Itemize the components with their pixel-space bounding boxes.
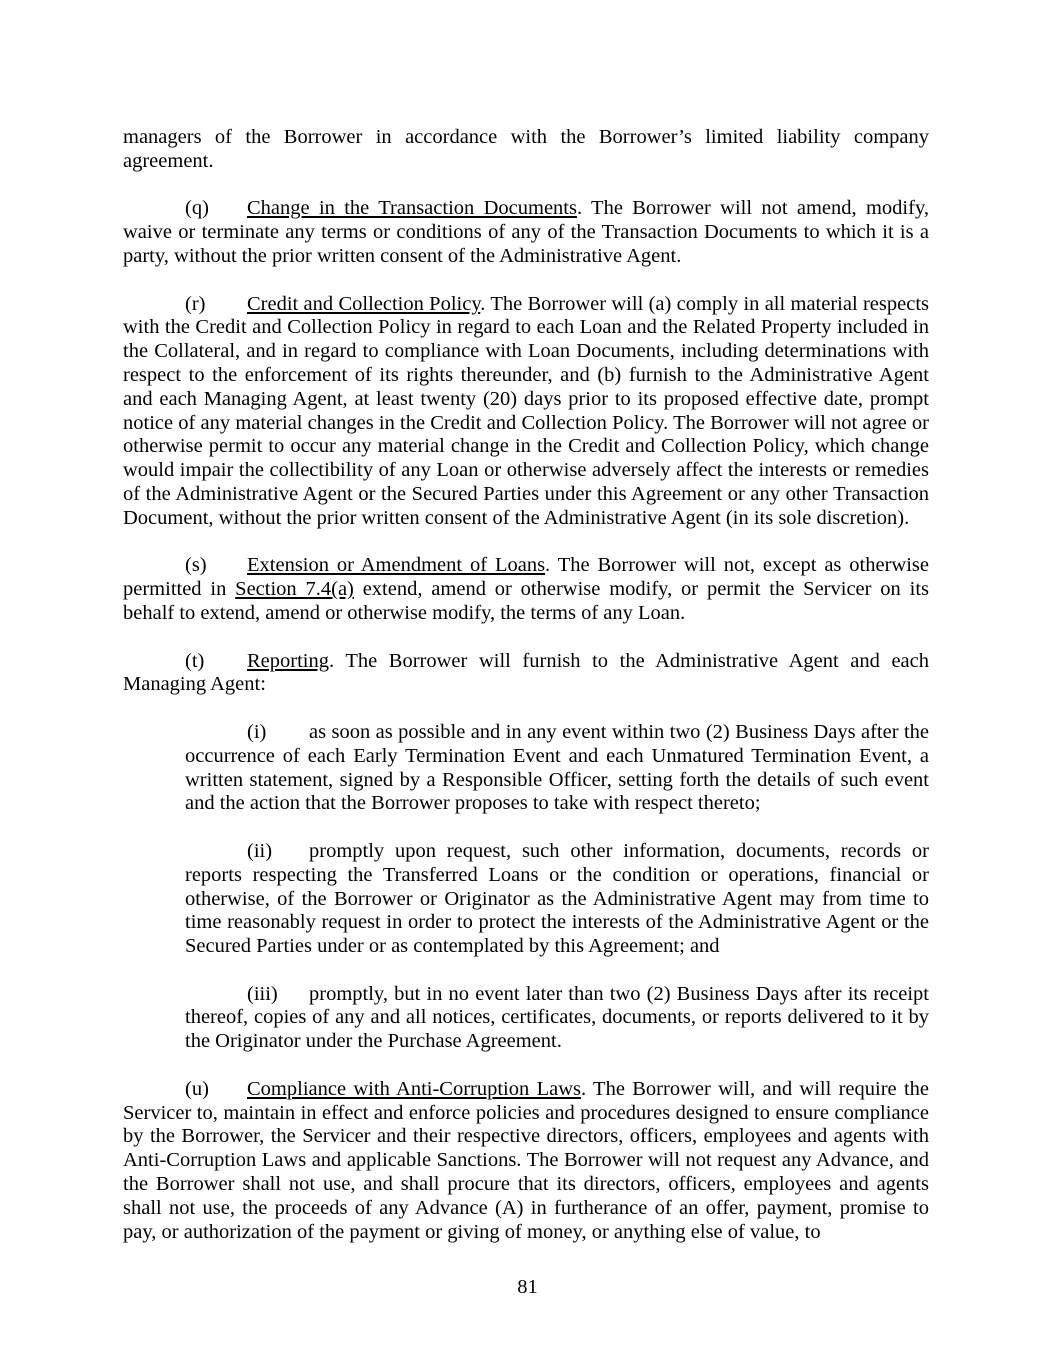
paragraph-label: (ii) [247, 839, 273, 862]
text-run: extend, amend or otherwise modify, or permit the Servicer on its behalf to extend, amend or otherwise modify, the terms of any Loan. [123, 578, 929, 624]
paragraph-label: (q) [185, 197, 209, 220]
page-number: 81 [517, 1276, 538, 1298]
paragraph-s [123, 554, 929, 625]
paragraph-label: (u) [185, 1077, 209, 1100]
paragraph-t [123, 650, 929, 698]
paragraph-label: (i) [247, 720, 267, 743]
text-run: as soon as possible and in any event within two (2) Business Days after the occurrence of each Early Termination Event and each Unmatured Termination Event, a written statement, signed by a Responsible Officer, setting forth the details of such event and the action that the Borrower proposes to take with respect thereto; [185, 720, 929, 815]
paragraph-r [123, 293, 929, 531]
paragraph-q [123, 197, 929, 268]
text-run: . The Borrower will furnish to the Administrative Agent and each Managing Agent: [123, 649, 929, 696]
text-run: promptly upon request, such other information, documents, records or reports respecting the Transferred Loans or the condition or operations, financial or otherwise, of the Borrower or Originator as the Administrative Agent may from time to time reasonably request in order to protect the interests of the Administrative Agent or the Secured Parties under or as contemplated by this Agreement; and [185, 839, 929, 958]
underlined-text: Extension or Amendment of Loans [247, 554, 546, 577]
paragraph [123, 126, 929, 174]
underlined-text: Change in the Transaction Documents [247, 197, 577, 220]
paragraph-label: (s) [185, 554, 207, 577]
paragraph-ii [185, 840, 929, 959]
paragraph-label: (r) [185, 292, 206, 315]
paragraph-u [123, 1078, 929, 1245]
paragraph-iii [185, 983, 929, 1054]
text-run: . The Borrower will not, except as otherwise permitted in [123, 554, 929, 601]
underlined-text: Credit and Collection Policy [247, 292, 481, 315]
underlined-text: Reporting [247, 649, 329, 672]
document-content [123, 126, 929, 1268]
text-run: promptly, but in no event later than two (2) Business Days after its receipt thereof, copies of any and all notices, certificates, documents, or reports delivered to it by the Originator under the Purchase Agreement. [185, 982, 929, 1053]
paragraph-label: (t) [185, 649, 205, 672]
paragraph-label: (iii) [247, 982, 278, 1005]
underlined-text: Section 7.4(a) [235, 578, 354, 601]
text-run: managers of the Borrower in accordance with the Borrower’s limited liability company agreement. [123, 126, 929, 172]
text-run: . The Borrower will, and will require the Servicer to, maintain in effect and enforce policies and procedures designed to ensure compliance by the Borrower, the Servicer and their respective directors, officers, employees and agents with Anti-Corruption Laws and applicable Sanctions. The Borrower will not request any Advance, and the Borrower shall not use, and shall procure that its directors, officers, employees and agents shall not use, the proceeds of any Advance (A) in furtherance of an offer, payment, promise to pay, or authorization of the payment or giving of money, or anything else of value, to [123, 1077, 930, 1243]
text-run: . The Borrower will (a) comply in all material respects with the Credit and Collection Policy in regard to each Loan and the Related Property included in the Collateral, and in regard to compliance with Loan Documents, including determinations with respect to the enforcement of its rights thereunder, and (b) furnish to the Administrative Agent and each Managing Agent, at least twenty (20) days prior to its proposed effective date, prompt notice of any material changes in the Credit and Collection Policy. The Borrower will not agree or otherwise permit to occur any material change in the Credit and Collection Policy, which change would impair the collectibility of any Loan or otherwise adversely affect the interests or remedies of the Administrative Agent or the Secured Parties under this Agreement or any other Transaction Document, without the prior written consent of the Administrative Agent (in its sole discretion). [123, 292, 929, 529]
text-run: . The Borrower will not amend, modify, waive or terminate any terms or conditions of any of the Transaction Documents to which it is a party, without the prior written consent of the Administrative Agent. [123, 197, 929, 267]
underlined-text: Compliance with Anti-Corruption Laws [247, 1077, 581, 1100]
paragraph-i [185, 721, 929, 816]
